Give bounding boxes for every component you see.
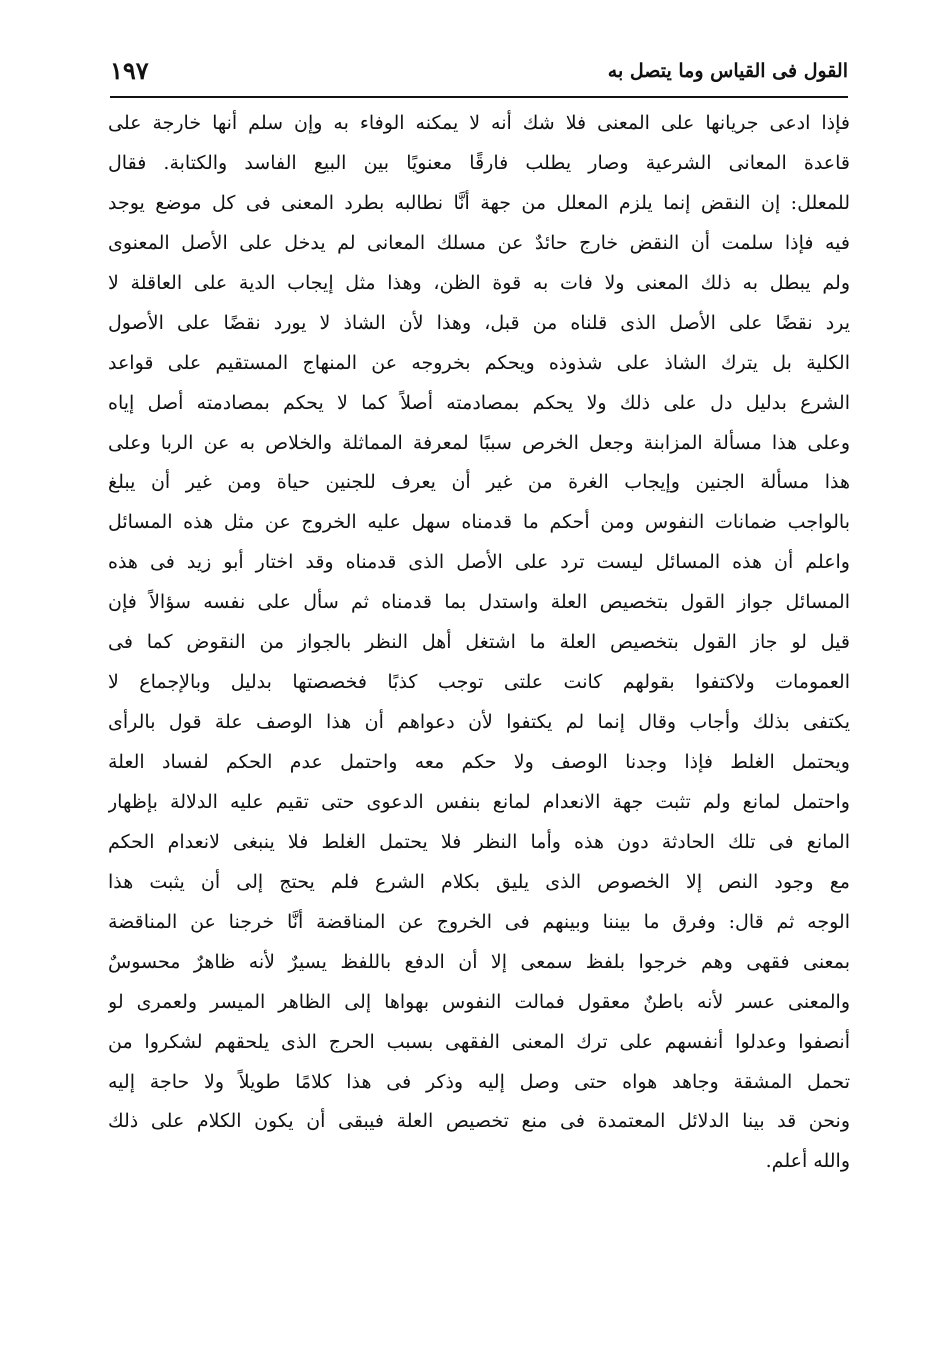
text-line: وعلى هذا مسألة المزابنة وجعل الخرص سببًا لمعرفة المماثلة والخلاص به عن الربا وعلى: [108, 431, 850, 454]
text-line: هذا مسألة الجنين وإيجاب الغرة من غير أن يعرف للجنين حياة ومن غير أن يبلغ: [108, 471, 850, 494]
text-line: ونحن قد بينا الدلائل المعتمدة فى منع تخصيص العلة فيبقى أن يكون الكلام على ذلك: [108, 1110, 850, 1133]
text-line: والمعنى عسر لأنه باطنٌ معقول فمالت النفوس بهواها إلى الظاهر الميسر ولعمرى لو: [108, 990, 850, 1013]
text-line: للمعلل: إن النقض إنما يلزم المعلل من جهة أنَّا نطالبه بطرد المعنى فى كل موضع يوجد: [108, 191, 850, 214]
text-line-final: والله أعلم.: [765, 1150, 850, 1173]
text-line: قاعدة المعانى الشرعية وصار يطلب فارقًا معنويًا بين البيع الفاسد والكتابة. فقال: [108, 151, 850, 174]
text-line: الشرع بدليل دل على ذلك ولا يحكم بمصادمته أصلاً كما لا يحكم بمصادمته أصل إياه: [108, 391, 850, 414]
text-line: الوجه ثم قال: وفرق ما بيننا وبينهم فى الخروج عن المناقضة أنَّا خرجنا عن المناقضة: [108, 910, 850, 933]
text-line: ويحتمل الغلط فإذا وجدنا الوصف ولا حكم معه واحتمل عدم الحكم لفساد العلة: [108, 751, 850, 773]
text-line: يكتفى بذلك وأجاب وقال إنما لم يكتفوا لأن دعواهم أن هذا الوصف علة قول بالرأى: [108, 711, 850, 734]
text-line: أنصفوا وعدلوا أنفسهم على ترك المعنى الفقهى بسبب الحرج الذى يلحقهم لشكروا من: [108, 1030, 850, 1053]
text-line: ولم يبطل به ذلك المعنى ولا فات به قوة الظن، وهذا مثل إيجاب الدية على العاقلة لا: [108, 271, 850, 294]
text-line: فيه فإذا سلمت أن النقض خارج حائدٌ عن مسلك المعانى لم يدخل على الأصل المعنوى: [108, 231, 850, 254]
text-line: المانع فى تلك الحادثة دون هذه وأما النظر فلا يحتمل الغلط فلا ينبغى لانعدام الحكم: [108, 830, 850, 853]
chapter-title: القول فى القياس وما يتصل به: [607, 60, 848, 82]
text-line: الكلية بل يترك الشاذ على شذوذه ويحكم بخروجه عن المنهاج المستقيم على قواعد: [108, 351, 850, 374]
text-line: قيل لو جاز القول بتخصيص العلة ما اشتغل أهل النظر بالجواز من النقوض كما فى: [108, 631, 850, 654]
header-rule: [110, 96, 848, 98]
text-line: المسائل جواز القول بتخصيص العلة واستدل بما قدمناه ثم سأل على نفسه سؤالاً فإن: [108, 591, 850, 614]
text-line: واعلم أن هذه المسائل ليست ترد على الأصل الذى قدمناه وقد اختار أبو زيد فى هذه: [108, 551, 850, 574]
body-text: [108, 104, 850, 1182]
page-number: ١٩٧: [110, 56, 149, 85]
text-line: مع وجود النص إلا الخصوص الذى يليق بكلام الشرع فلم يحتج إلى أن يثبت هذا: [108, 870, 850, 893]
text-line: يرد نقضًا على الأصل الذى قلناه من قبل، وهذا لأن الشاذ لا يورد نقضًا على الأصول: [108, 311, 850, 334]
text-line: العمومات ولاكتفوا بقولهم كانت علتى توجب كذبًا فخصصتها بدليل وبالإجماع لا: [108, 671, 850, 694]
text-line: فإذا ادعى جريانها على المعنى فلا شك أنه لا يمكنه الوفاء به وإن سلم أنها خارجة على: [108, 112, 850, 134]
text-line: واحتمل لمانع ولم تثبت جهة الانعدام لمانع بنفس الدعوى حتى تقيم عليه الدلالة بإظهار: [108, 790, 850, 813]
text-line: تحمل المشقة وجاهد هواه حتى وصل إليه وذكر فى هذا كلامًا طويلاً ولا حاجة إليه: [108, 1070, 850, 1093]
text-line: بمعنى فقهى وهم خرجوا بلفظ سمعى إلا أن الدفع باللفظ يسيرٌ لأنه ظاهرٌ محسوسٌ: [108, 950, 850, 973]
text-line: بالواجب ضمانات النفوس ومن أحكم ما قدمناه سهل عليه الخروج عن مثل هذه المسائل: [108, 511, 850, 534]
running-header: [110, 56, 848, 94]
